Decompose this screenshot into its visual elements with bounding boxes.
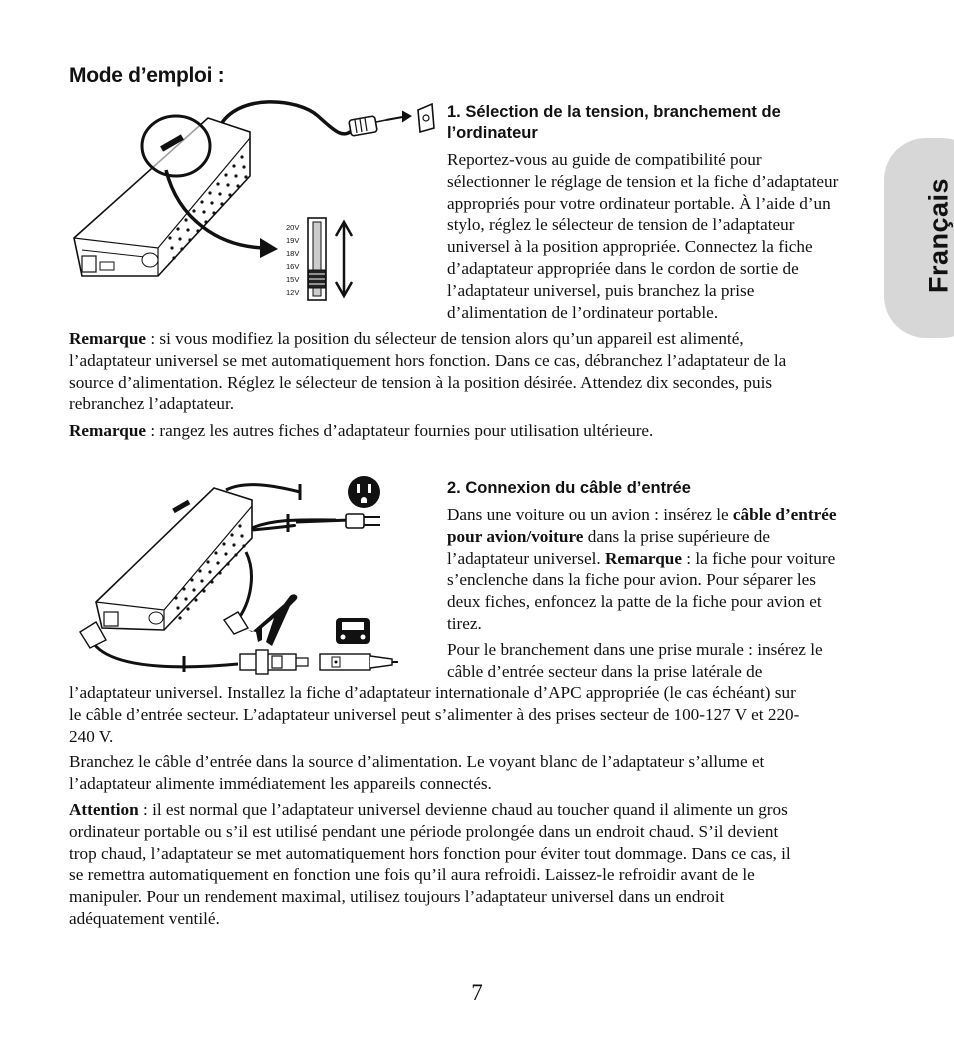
language-tab <box>884 138 954 338</box>
adapter-plug-icon <box>349 104 434 136</box>
section-2-title: 2. Connexion du câble d’entrée <box>447 479 691 497</box>
section-1-body: Reportez-vous au guide de compatibilité pour sélectionner le réglage de tension et la fiche d’adaptateur appropriés pour votre ordinateur portable. À l’aide d’un stylo, réglez le sélecteur de tension de l’adaptateur universel à la position appropriée. Connectez la fiche d’adaptateur appropriée dans le cordon de sortie de l’adaptateur universel, puis branchez la prise d’alimentation de l’ordinateur portable. <box>447 150 839 322</box>
voltage-switch-icon <box>308 218 352 300</box>
voltage-label: 15V <box>286 275 300 284</box>
section-2-wall-body: l’adaptateur universel. Installez la fiche d’adaptateur internationale d’APC appropriée (le cas échéant) sur le câble d’entrée secteur. L’adaptateur universel peut s’alimenter à des prises secteur de 100-127 V et 220- 240 V. <box>69 683 800 746</box>
voltage-label: 18V <box>286 249 300 258</box>
page-title: Mode d’emploi : <box>69 64 225 87</box>
language-tab-label: Français <box>923 177 954 294</box>
section-2-body: Dans une voiture ou un avion : insérez le câble d’entrée pour avion/voiture dans la prise supérieure de l’adaptateur universel. Remarque : la fiche pour voiture s’enclenche dans la fiche pour avion. Pour séparer les deux fiches, enfoncez la patte de la fiche pour avion et tirez. <box>447 505 837 633</box>
note-label: Remarque <box>69 329 147 348</box>
voltage-label: 19V <box>286 236 300 245</box>
section-2-wall-intro: Pour le branchement dans une prise murale : insérez le câble d’entrée secteur dans la prise latérale de <box>447 640 823 681</box>
note-2: Remarque : rangez les autres fiches d’adaptateur fournies pour utilisation ultérieure. <box>69 421 654 440</box>
note-label: Remarque <box>69 421 147 440</box>
airplane-icon <box>248 594 297 646</box>
ac-plug-icon <box>346 514 380 528</box>
universal-adapter-icon <box>96 488 252 630</box>
voltage-label: 12V <box>286 288 300 297</box>
note-1: Remarque : si vous modifiez la position du sélecteur de tension alors qu’un appareil est alimenté, l’adaptateur universel se met automatiquement hors fonction. Dans ce cas, débranchez l’adaptateur de la source d’alimentation. Réglez le sélecteur de tension à la position désirée. Attendez dix secondes, puis rebranchez l’adaptateur. <box>69 329 787 414</box>
connect-paragraph: Branchez le câble d’entrée dans la source d’alimentation. Le voyant blanc de l’adaptateur s’allume et l’adaptateur alimente immédiatement les appareils connectés. <box>69 752 765 793</box>
voltage-label: 16V <box>286 262 300 271</box>
page-number: 7 <box>471 980 483 1005</box>
voltage-selector-illustration <box>68 98 440 308</box>
input-cable-illustration <box>76 472 406 682</box>
wall-outlet-icon <box>348 476 380 508</box>
attention-label: Attention <box>69 800 139 819</box>
magnifier-circle <box>142 116 210 176</box>
attention-paragraph: Attention : il est normal que l’adaptateur universel devienne chaud au toucher quand il alimente un gros ordinateur portable ou s’il est utilisé pendant une période prolongée dans un endroit chaud. S’il devient trop chaud, l’adaptateur se met automatiquement hors fonction pour éviter tout dommage. Dans ce cas, il se remettra automatiquement en fonction une fois qu’il aura refroidi. Laissez-le refroidir avant de le manipuler. Pour un rendement maximal, utilisez toujours l’adaptateur universel dans un endroit adéquatement ventilé. <box>69 800 791 928</box>
car-icon <box>336 618 370 644</box>
voltage-label: 20V <box>286 223 300 232</box>
car-plug-icon <box>240 650 398 674</box>
section-1-title: 1. Sélection de la tension, branchement de l’ordinateur <box>447 103 781 142</box>
